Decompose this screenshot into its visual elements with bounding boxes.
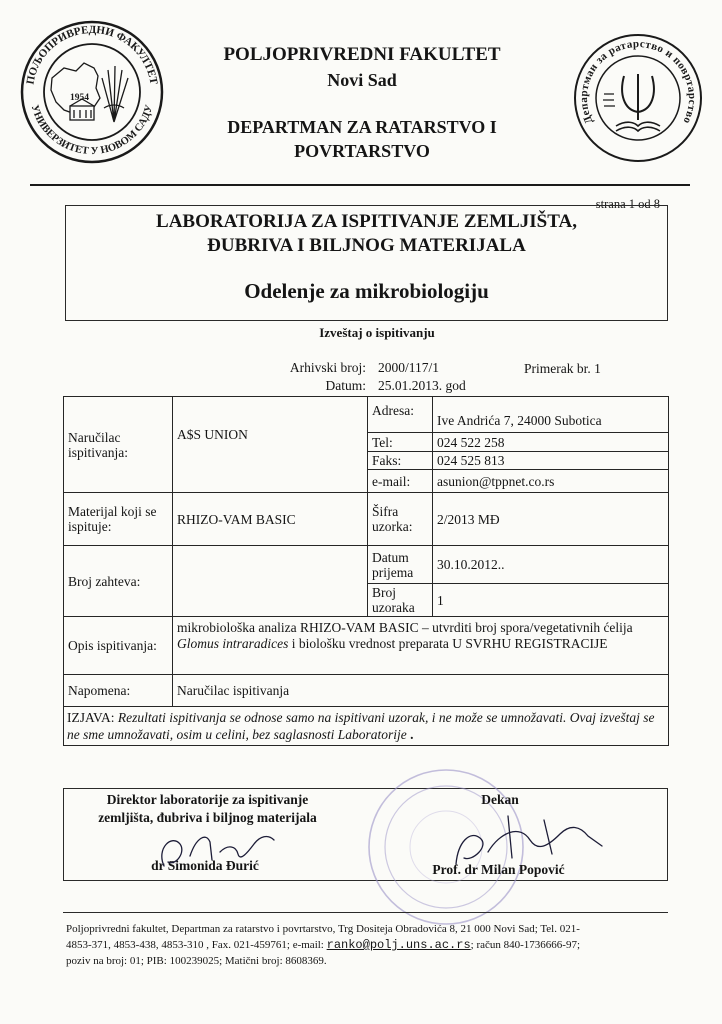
footer-divider <box>63 912 668 913</box>
tel-label: Tel: <box>368 433 433 452</box>
faculty-city: Novi Sad <box>327 70 397 90</box>
table-row <box>64 493 669 546</box>
plant-book-emblem <box>603 74 660 131</box>
director-signature <box>150 826 290 876</box>
dean-name: Prof. dr Milan Popović <box>432 862 565 877</box>
statement <box>64 707 669 746</box>
report-date-label: Datum: <box>325 378 366 393</box>
footer-account: ; račun 840-1736666-97; <box>470 939 581 951</box>
archive-number-label: Arhivski broj: <box>289 360 366 375</box>
request-number-value <box>173 546 368 617</box>
laboratory-title-line1: LABORATORIJA ZA ISPITIVANJE ZEMLJIŠTA, <box>156 211 577 232</box>
dean-title: Dekan <box>481 792 519 807</box>
address-value: Ive Andrića 7, 24000 Subotica <box>433 397 669 433</box>
table-row <box>64 617 669 675</box>
table-row <box>64 707 669 746</box>
archive-number-value: 2000/117/1 <box>378 360 440 375</box>
dept-seal-ring-text: Департман за ратарство и повртарство <box>577 38 699 126</box>
description-text: mikrobiološka analiza RHIZO-VAM BASIC – utvrditi broj spora/vegetativnih ćelija <box>177 620 633 635</box>
department-name-line1: DEPARTMAN ZA RATARSTVO I <box>227 117 497 137</box>
footer-email: ranko@polj.uns.ac.rs <box>326 938 471 952</box>
faculty-name: POLJOPRIVREDNI FAKULTET <box>223 44 501 65</box>
description-label: Opis ispitivanja: <box>64 617 173 675</box>
footer-ids-line3: poziv na broj: 01; PIB: 100239025; Matični broj: 8608369. <box>66 955 327 967</box>
address-label: Adresa: <box>368 397 433 433</box>
note-value: Naručilac ispitivanja <box>173 675 669 707</box>
statement-text: Rezultati ispitivanja se odnose samo na ispitivani uzorak, i ne može se umnožavati. Ovaj izveštaj se ne sme umnožavati, osim u celini, bez saglasnosti Laboratorije <box>67 710 655 742</box>
laboratory-section: Odelenje za mikrobiologiju <box>244 279 489 303</box>
footer-phones: 4853-371, 4853-438, 4853-310 , Fax. 021-459761; e-mail: <box>66 939 327 951</box>
footer-address-line1: Poljoprivredni fakultet, Departman za ratarstvo i povrtarstvo, Trg Dositeja Obradovića 8, 21 000 Novi Sad; Tel. 021- <box>66 923 580 935</box>
director-title-line1: Direktor laboratorije za ispitivanje <box>106 792 309 807</box>
fax-value: 024 525 813 <box>433 452 669 470</box>
seal-bottom-text: УНИВЕРЗИТЕТ У НОВОМ САДУ <box>28 103 156 158</box>
statement-label: IZJAVA: <box>67 710 115 725</box>
sample-code-label: Šifra uzorka: <box>368 493 433 546</box>
client-name: A$S UNION <box>173 397 368 493</box>
fax-label: Faks: <box>368 452 433 470</box>
department-seal-logo <box>572 28 704 168</box>
dean-signature <box>448 806 608 872</box>
header-divider <box>30 184 690 186</box>
laboratory-title-line2: ĐUBRIVA I BILJNOG MATERIJALA <box>207 235 526 256</box>
sample-count-label: Broj uzoraka <box>368 584 433 617</box>
director-name: dr Simonida Đurić <box>151 858 259 873</box>
seal-top-text: ПОЉОПРИВРЕДНИ ФАКУЛТЕТ <box>24 23 160 86</box>
sample-info-table <box>63 396 669 746</box>
seal-map-emblem <box>51 63 128 122</box>
material-label: Materijal koji se ispituje: <box>64 493 173 546</box>
sample-count-value: 1 <box>433 584 669 617</box>
copy-number: Primerak br. 1 <box>524 361 601 376</box>
description-value <box>173 617 669 675</box>
material-value: RHIZO-VAM BASIC <box>173 493 368 546</box>
received-date-value: 30.10.2012.. <box>433 546 669 584</box>
seal-outer-ring <box>22 22 162 162</box>
organism-name: Glomus intraradices <box>177 636 289 651</box>
email-label: e-mail: <box>368 470 433 493</box>
report-date-value: 25.01.2013. god <box>378 378 466 393</box>
footer-contact-line2 <box>66 937 580 953</box>
table-row <box>64 546 669 584</box>
received-date-label: Datum prijema <box>368 546 433 584</box>
description-text-end: i biološku vrednost preparata U SVRHU REGISTRACIJE <box>288 636 608 651</box>
sample-code-value: 2/2013 MĐ <box>433 493 669 546</box>
email-value: asunion@tppnet.co.rs <box>433 470 669 493</box>
table-row <box>64 397 669 433</box>
faculty-seal-logo <box>14 18 170 168</box>
client-label: Naručilac ispitivanja: <box>64 397 173 493</box>
seal-inner-ring <box>44 44 140 140</box>
page-indicator: strana 1 od 8 <box>595 197 660 211</box>
tel-value: 024 522 258 <box>433 433 669 452</box>
department-name-line2: POVRTARSTVO <box>294 141 430 161</box>
seal-year: 1954 <box>70 93 89 103</box>
table-row <box>64 675 669 707</box>
report-title: Izveštaj o ispitivanju <box>319 325 435 340</box>
director-title-line2: zemljišta, đubriva i biljnog materijala <box>98 810 317 825</box>
statement-end: . <box>406 727 414 742</box>
note-label: Napomena: <box>64 675 173 707</box>
request-number-label: Broj zahteva: <box>64 546 173 617</box>
